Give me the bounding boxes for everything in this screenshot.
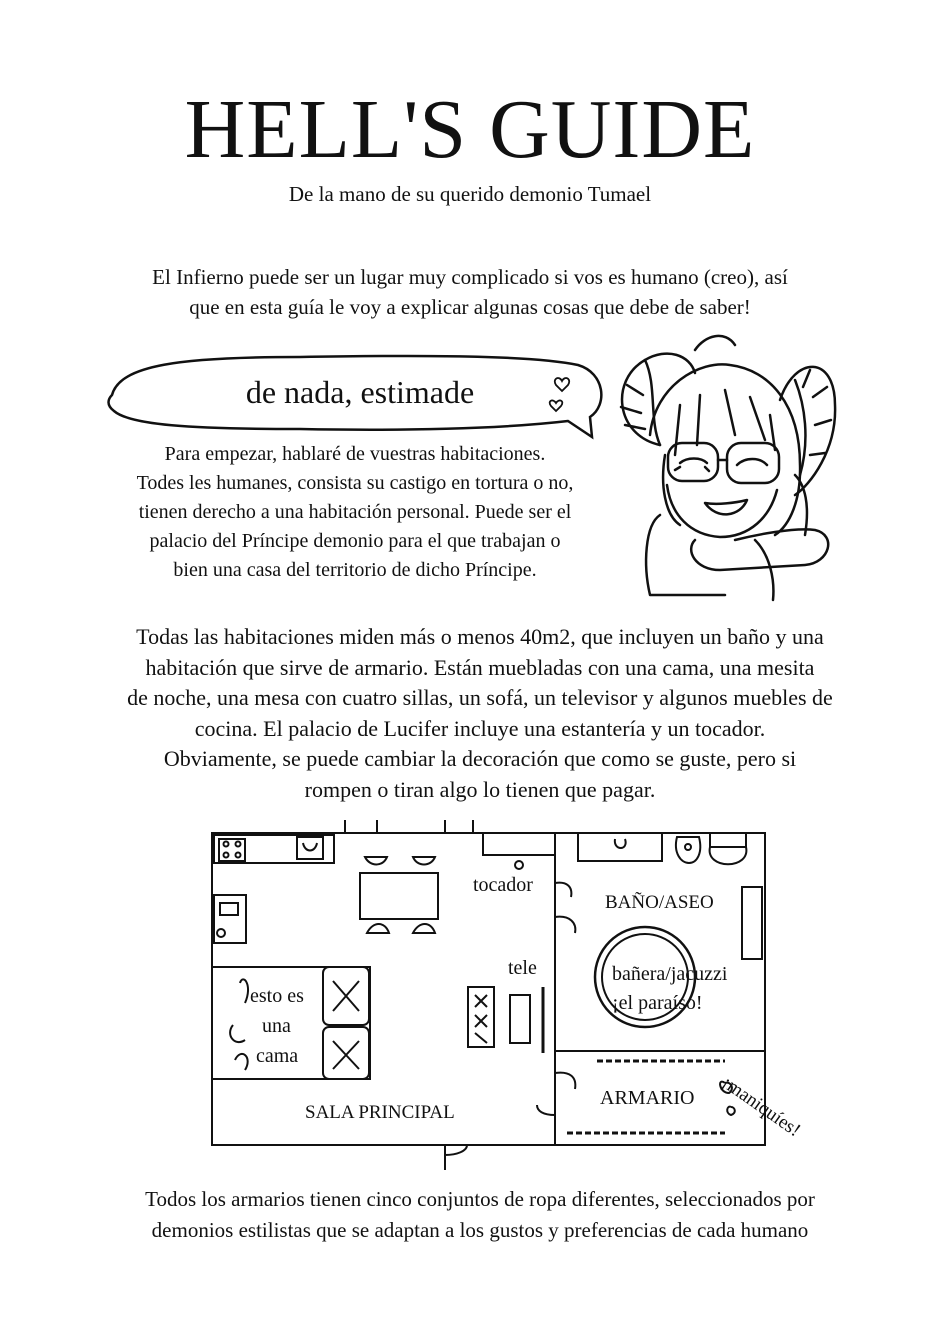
- closets-line: demonios estilistas que se adaptan a los gustos y preferencias de cada humano: [151, 1218, 809, 1242]
- intro-line: que en esta guía le voy a explicar algunas cosas que debe de saber!: [189, 295, 751, 319]
- intro-paragraph: [60, 262, 880, 322]
- rooms-detail-line: rompen o tiran algo lo tienen que pagar.: [304, 776, 656, 802]
- floor-plan-label-paraiso: ¡el paraíso!: [612, 992, 703, 1014]
- floor-plan-label-cama: esto es: [250, 985, 304, 1007]
- floor-plan-label-cama: una: [262, 1015, 291, 1037]
- floor-plan-label-bano: BAÑO/ASEO: [605, 892, 714, 913]
- rooms-detail-line: habitación que sirve de armario. Están muebladas con una cama, una mesita: [145, 654, 815, 680]
- closets-line: Todos los armarios tienen cinco conjuntos de ropa diferentes, seleccionados por: [145, 1187, 815, 1211]
- heart-icon: [550, 400, 563, 411]
- floor-plan-label-armario: ARMARIO: [600, 1087, 695, 1109]
- floor-plan-label-banera: bañera/jacuzzi: [612, 963, 728, 985]
- rooms-detail-line: Obviamente, se puede cambiar la decoración que como se guste, pero si: [163, 746, 797, 771]
- rooms-intro-line: tienen derecho a una habitación personal. Puede ser el: [138, 501, 572, 523]
- speech-bubble-text: de nada, estimade: [245, 374, 475, 410]
- demon-character-illustration: [605, 325, 840, 605]
- floor-plan-label-cama: cama: [256, 1045, 299, 1067]
- rooms-intro-line: palacio del Príncipe demonio para el que trabajan o: [149, 530, 561, 552]
- rooms-intro-line: Para empezar, hablaré de vuestras habitaciones.: [164, 443, 546, 465]
- closets-paragraph: [40, 1184, 920, 1246]
- page-title: HELL'S GUIDE: [184, 83, 756, 176]
- rooms-intro-line: Todes les humanes, consista su castigo en tortura o no,: [136, 472, 574, 494]
- floor-plan-label-tocador: tocador: [473, 874, 533, 896]
- rooms-intro-paragraph: [80, 440, 630, 585]
- rooms-intro-line: bien una casa del territorio de dicho Príncipe.: [173, 559, 537, 581]
- rooms-detail-line: cocina. El palacio de Lucifer incluye una estantería y un tocador.: [194, 715, 766, 741]
- heart-icon: [555, 378, 569, 391]
- floor-plan-label-sala: SALA PRINCIPAL: [305, 1102, 455, 1123]
- floor-plan-label-tele: tele: [508, 957, 537, 979]
- floor-plan-label-maniquies: ¡maniquíes!: [717, 1072, 805, 1142]
- rooms-detail-paragraph: [60, 622, 900, 805]
- intro-line: El Infierno puede ser un lugar muy complicado si vos es humano (creo), así: [152, 265, 788, 289]
- rooms-detail-line: Todas las habitaciones miden más o menos 40m2, que incluyen un baño y una: [136, 624, 824, 649]
- page-subtitle: De la mano de su querido demonio Tumael: [288, 182, 652, 206]
- rooms-detail-line: de noche, una mesa con cuatro sillas, un sofá, un televisor y algunos muebles de: [127, 685, 833, 710]
